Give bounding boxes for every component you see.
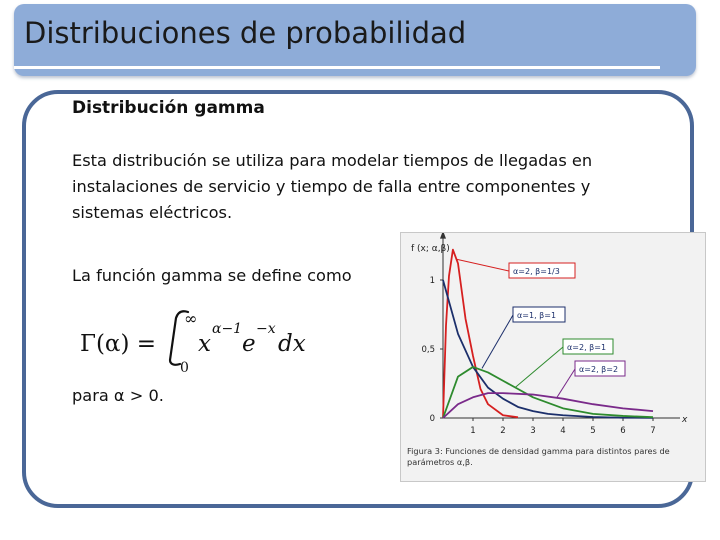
formula-exponent-1: α−1 [212,321,243,337]
formula-x: x [198,331,211,357]
x-tick-label: 4 [560,426,566,436]
x-axis-label: x [682,415,688,425]
gamma-density-chart [401,233,707,445]
formula-upper-limit: ∞ [184,309,198,328]
legend-label: α=2, β=1/3 [513,267,560,276]
y-axis-arrow [440,233,446,239]
slide-title: Distribuciones de probabilidad [24,16,467,50]
x-tick-label: 6 [620,426,626,436]
section-heading: Distribución gamma [72,98,265,118]
figure-caption: Figura 3: Funciones de densidad gamma para distintos pares de parámetros α,β. [407,446,670,467]
x-tick-label: 5 [590,426,596,436]
y-tick-label: 0,5 [421,345,435,355]
x-tick-label: 2 [500,426,506,436]
formula-e: e [242,331,256,357]
alpha-condition: para α > 0. [72,386,164,405]
y-axis-label: f (x; α,β) [411,244,450,254]
formula-differential: dx [278,331,306,357]
y-tick-label: 1 [429,276,435,286]
title-underline [14,66,660,69]
x-tick-label: 1 [470,426,476,436]
gamma-density-figure [400,232,706,482]
title-bar [14,4,696,76]
description-paragraph: Esta distribución se utiliza para modelar tiempos de llegadas en instalaciones de servicio y tiempo de falla entre componentes y sistemas eléctricos. [72,151,593,222]
gamma-formula [78,308,318,374]
definition-lead-text: La función gamma se define como [72,266,352,285]
legend-leader-line [457,259,510,271]
legend-leader-line [557,369,575,397]
y-tick-label: 0 [429,414,435,424]
x-tick-label: 7 [650,426,656,436]
formula-lower-limit: 0 [180,360,189,374]
legend-leader-line [482,315,513,368]
x-tick-label: 3 [530,426,536,436]
legend-leader-line [515,347,563,388]
formula-exponent-2: −x [256,321,276,337]
legend-label: α=1, β=1 [517,311,557,320]
legend-label: α=2, β=2 [579,365,619,374]
formula-gamma: Γ(α) = [80,331,157,357]
legend-label: α=2, β=1 [567,343,607,352]
